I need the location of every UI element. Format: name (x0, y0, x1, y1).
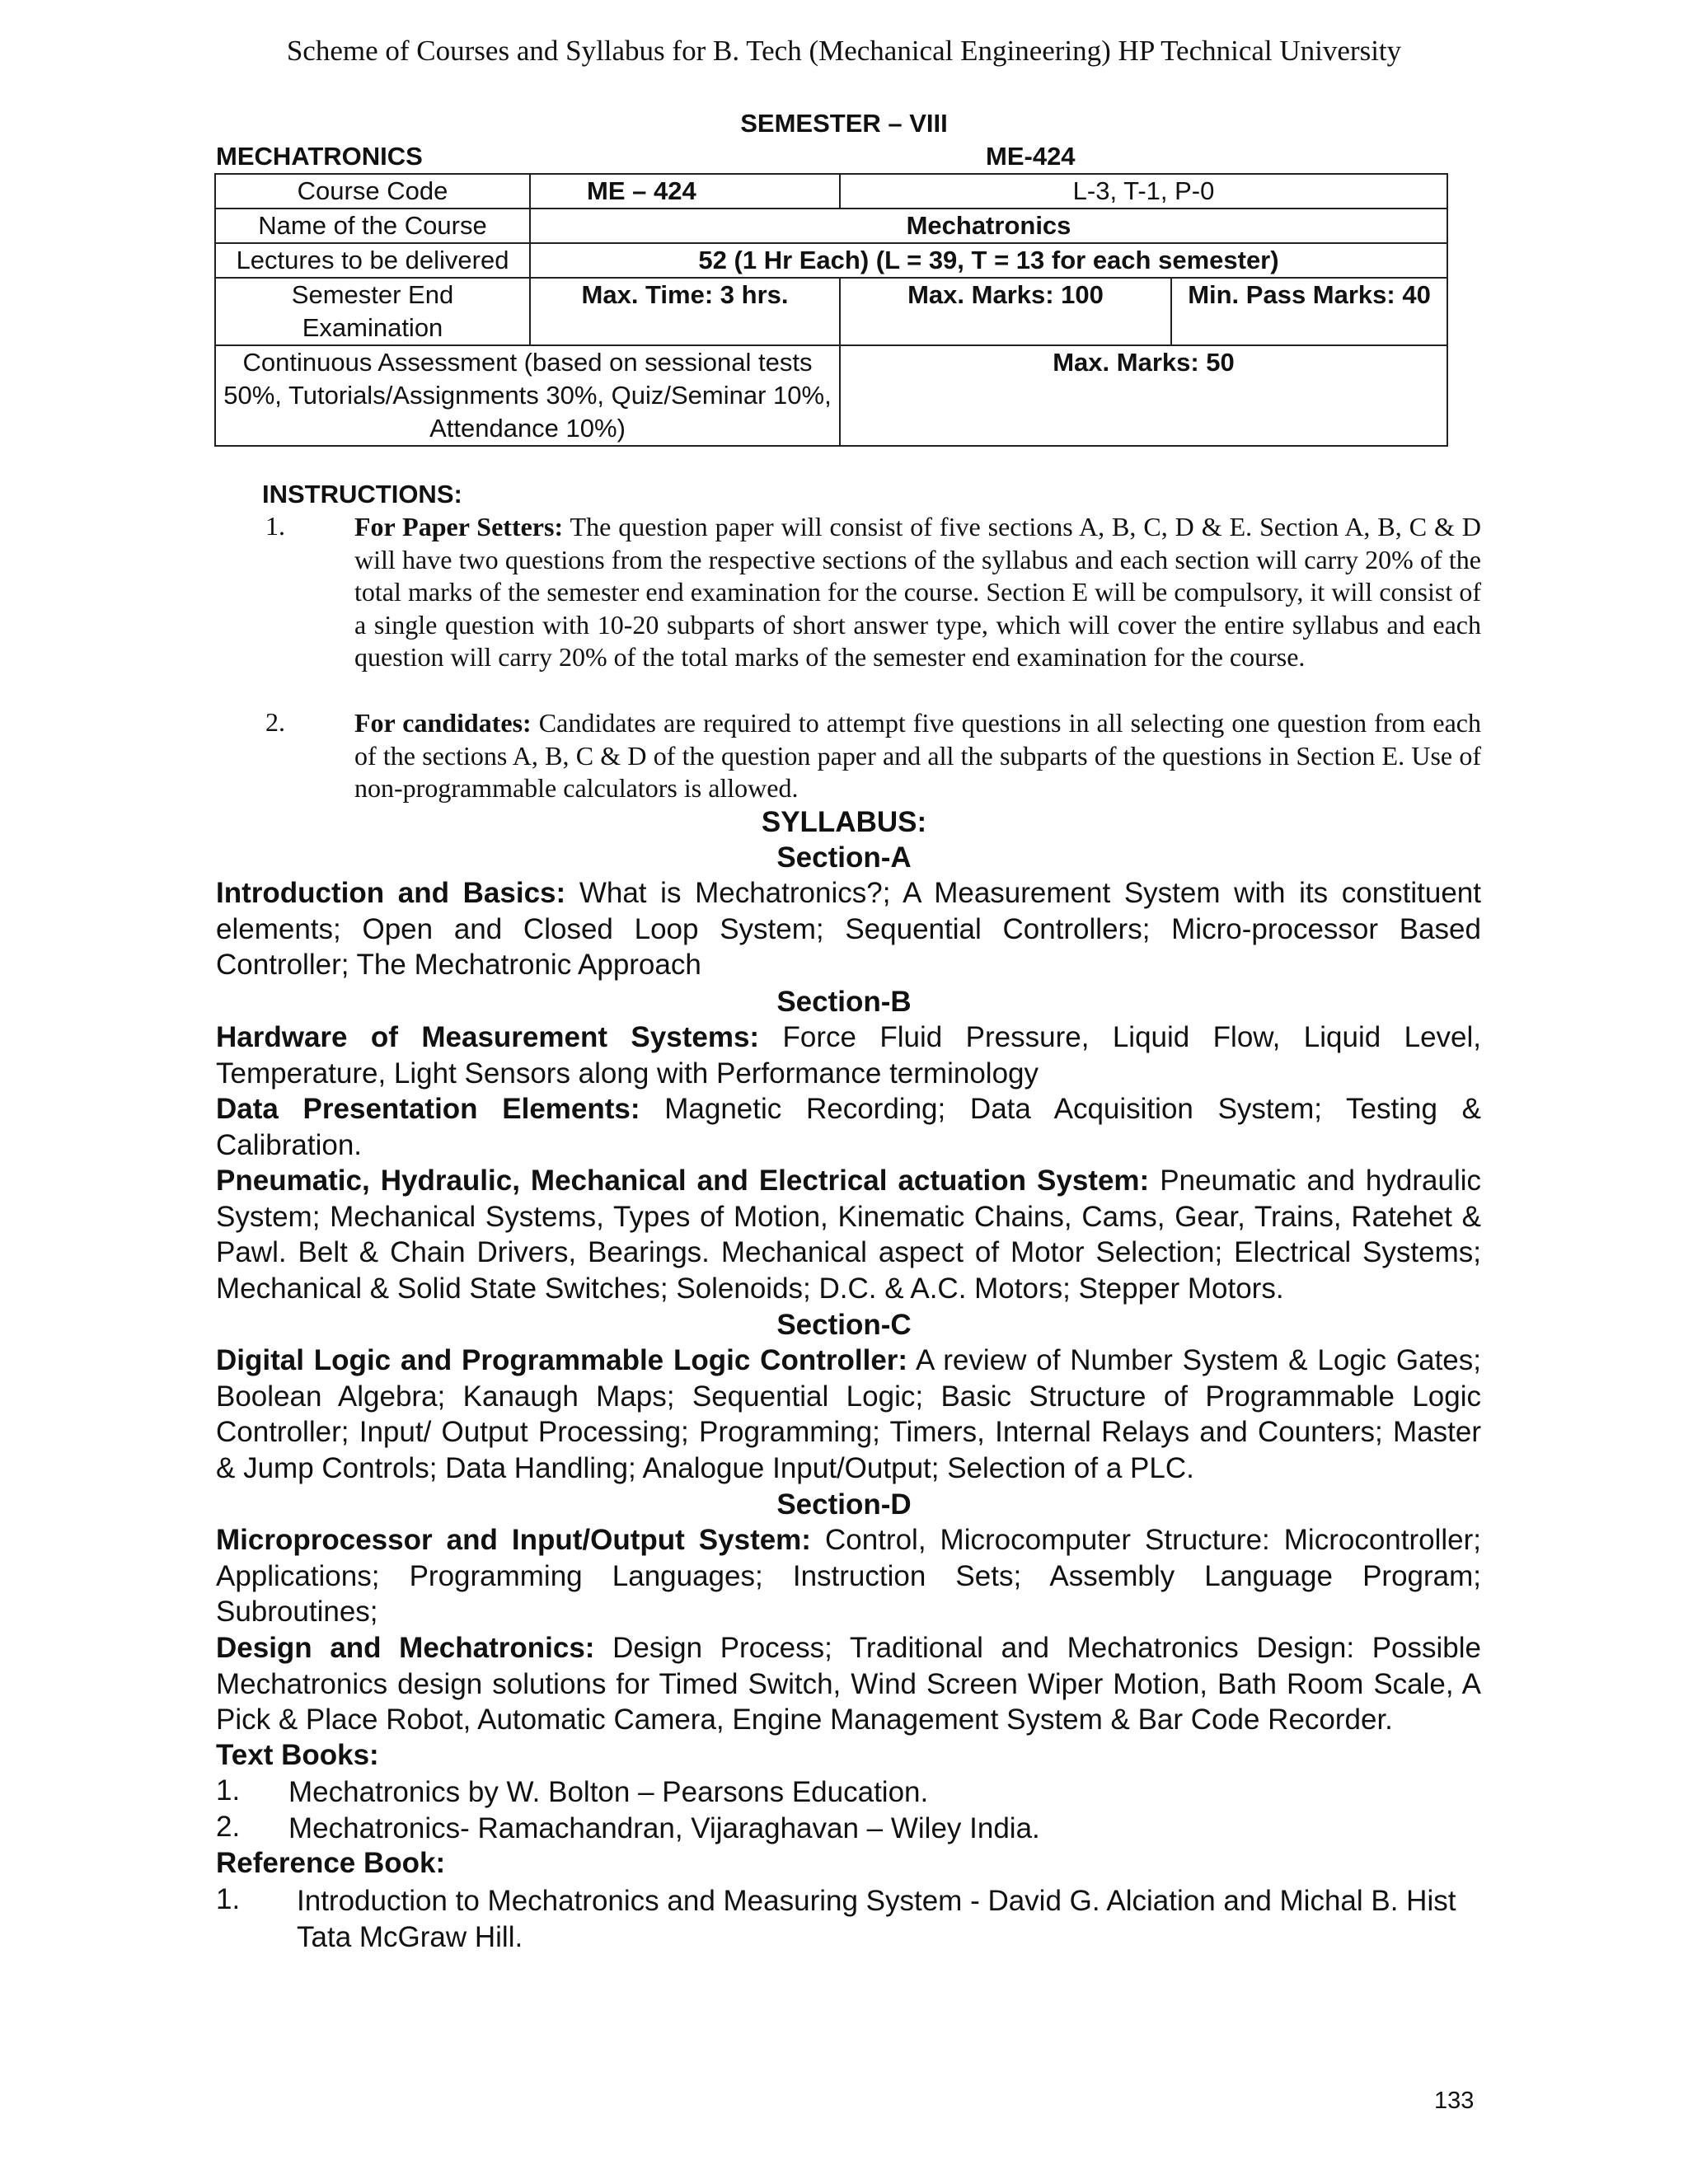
course-name-label: Name of the Course (215, 209, 530, 243)
table-row (215, 278, 1447, 345)
topic-title: Introduction and Basics: (216, 877, 566, 909)
topic-title: Hardware of Measurement Systems: (216, 1021, 760, 1053)
instruction-title: For candidates: (354, 708, 532, 738)
topic-text: Control, Microcomputer Structure: Microcontroller; Applications; Programming Languages; Instruction Sets; Assembly Language Program; Subroutines; (216, 1524, 1481, 1629)
text-book-item: Mechatronics by W. Bolton – Pearsons Education. (288, 1776, 929, 1808)
topic-microprocessor-io (216, 1522, 1481, 1630)
topic-text: What is Mechatronics?; A Measurement System with its constituent elements; Open and Closed Loop System; Sequential Controllers; Micro-processor Based Controller; The Mechatronic Approach (216, 877, 1481, 982)
min-pass-marks: Min. Pass Marks: 40 (1171, 278, 1447, 345)
topic-digital-logic-plc (216, 1343, 1481, 1486)
ltp-value: L-3, T-1, P-0 (840, 174, 1447, 209)
instruction-number: 2. (265, 707, 285, 737)
course-code-label: Course Code (215, 174, 530, 209)
topic-title: Design and Mechatronics: (216, 1632, 595, 1664)
topic-title: Pneumatic, Hydraulic, Mechanical and Electrical actuation System: (216, 1165, 1150, 1197)
lectures-label: Lectures to be delivered (215, 243, 530, 278)
course-name-value: Mechatronics (530, 209, 1447, 243)
table-row (215, 174, 1447, 209)
topic-title: Digital Logic and Programmable Logic Controller: (216, 1344, 908, 1376)
book-number: 1. (216, 1883, 241, 1915)
reference-book-item: Introduction to Mechatronics and Measuring System - David G. Alciation and Michal B. Hist Tata McGraw Hill. (297, 1885, 1456, 1953)
course-code-value: ME – 424 (530, 174, 840, 209)
continuous-assessment-marks: Max. Marks: 50 (840, 345, 1447, 446)
instruction-title: For Paper Setters: (354, 512, 564, 541)
instruction-text: The question paper will consist of five sections A, B, C, D & E. Section A, B, C & D will have two questions from the respective sections of the syllabus and each section will carry 20% of the total marks of the semester end examination for the course. Section E will be compulsory, it will consist of a single question with 10-20 subparts of short answer type, which will cover the entire syllabus and each question will carry 20% of the total marks of the semester end examination for the course. (354, 512, 1482, 672)
section-b-heading: Section-B (776, 986, 912, 1018)
table-row (215, 345, 1447, 446)
topic-text: Pneumatic and hydraulic System; Mechanical Systems, Types of Motion, Kinematic Chains, Cams, Gear, Trains, Ratehet & Pawl. Belt & Chain Drivers, Bearings. Mechanical aspect of Motor Selection; Electrical Systems; Mechanical & Solid State Switches; Solenoids; D.C. & A.C. Motors; Stepper Motors. (216, 1165, 1481, 1305)
section-c-heading: Section-C (776, 1309, 912, 1341)
course-title: MECHATRONICS (216, 142, 423, 171)
instruction-paper-setters (354, 511, 1481, 674)
topic-text: A review of Number System & Logic Gates; Boolean Algebra; Kanaugh Maps; Sequential Logic; Basic Structure of Programmable Logic Controller; Input/ Output Processing; Programming; Timers, Internal Relays and Counters; Master & Jump Controls; Data Handling; Analogue Input/Output; Selection of a PLC. (216, 1344, 1481, 1484)
text-book-item: Mechatronics- Ramachandran, Vijaraghavan – Wiley India. (288, 1812, 1040, 1844)
topic-actuation-systems (216, 1163, 1481, 1306)
instruction-text: Candidates are required to attempt five questions in all selecting one question from each of the sections A, B, C & D of the question paper and all the subparts of the questions in Section E. Use of non-programmable calculators is allowed. (354, 708, 1482, 803)
syllabus-heading: SYLLABUS: (761, 806, 927, 838)
topic-text: Force Fluid Pressure, Liquid Flow, Liquid Level, Temperature, Light Sensors along with Performance terminology (216, 1021, 1481, 1090)
topic-hardware-measurement (216, 1019, 1481, 1091)
reference-books-heading: Reference Book: (216, 1847, 446, 1879)
topic-title: Microprocessor and Input/Output System: (216, 1524, 811, 1556)
section-a-heading: Section-A (776, 841, 912, 874)
course-info-table (214, 173, 1448, 447)
topic-text: Design Process; Traditional and Mechatronics Design: Possible Mechatronics design solutions for Timed Switch, Wind Screen Wiper Motion, Bath Room Scale, A Pick & Place Robot, Automatic Camera, Engine Management System & Bar Code Recorder. (216, 1632, 1481, 1736)
book-number: 1. (216, 1774, 241, 1807)
table-row (215, 209, 1447, 243)
topic-data-presentation (216, 1091, 1481, 1163)
page-number: 133 (1434, 2088, 1475, 2114)
topic-design-mechatronics (216, 1630, 1481, 1738)
instructions-heading: INSTRUCTIONS: (262, 480, 462, 509)
exam-label: Semester End Examination (215, 278, 530, 345)
course-code-top: ME-424 (986, 142, 1076, 171)
table-row (215, 243, 1447, 278)
page-header: Scheme of Courses and Syllabus for B. Tech (Mechanical Engineering) HP Technical University (286, 35, 1402, 67)
instruction-candidates (354, 707, 1481, 805)
topic-introduction-basics (216, 875, 1481, 983)
instruction-number: 1. (265, 511, 285, 541)
semester-heading: SEMESTER – VIII (740, 109, 948, 138)
continuous-assessment-label: Continuous Assessment (based on sessional tests 50%, Tutorials/Assignments 30%, Quiz/Seminar 10%, Attendance 10%) (215, 345, 840, 446)
text-books-heading: Text Books: (216, 1739, 379, 1771)
max-marks: Max. Marks: 100 (840, 278, 1171, 345)
topic-text: Magnetic Recording; Data Acquisition System; Testing & Calibration. (216, 1093, 1481, 1161)
topic-title: Data Presentation Elements: (216, 1093, 640, 1125)
section-d-heading: Section-D (776, 1488, 912, 1521)
lectures-value: 52 (1 Hr Each) (L = 39, T = 13 for each semester) (530, 243, 1447, 278)
max-time: Max. Time: 3 hrs. (530, 278, 840, 345)
book-number: 2. (216, 1811, 241, 1843)
